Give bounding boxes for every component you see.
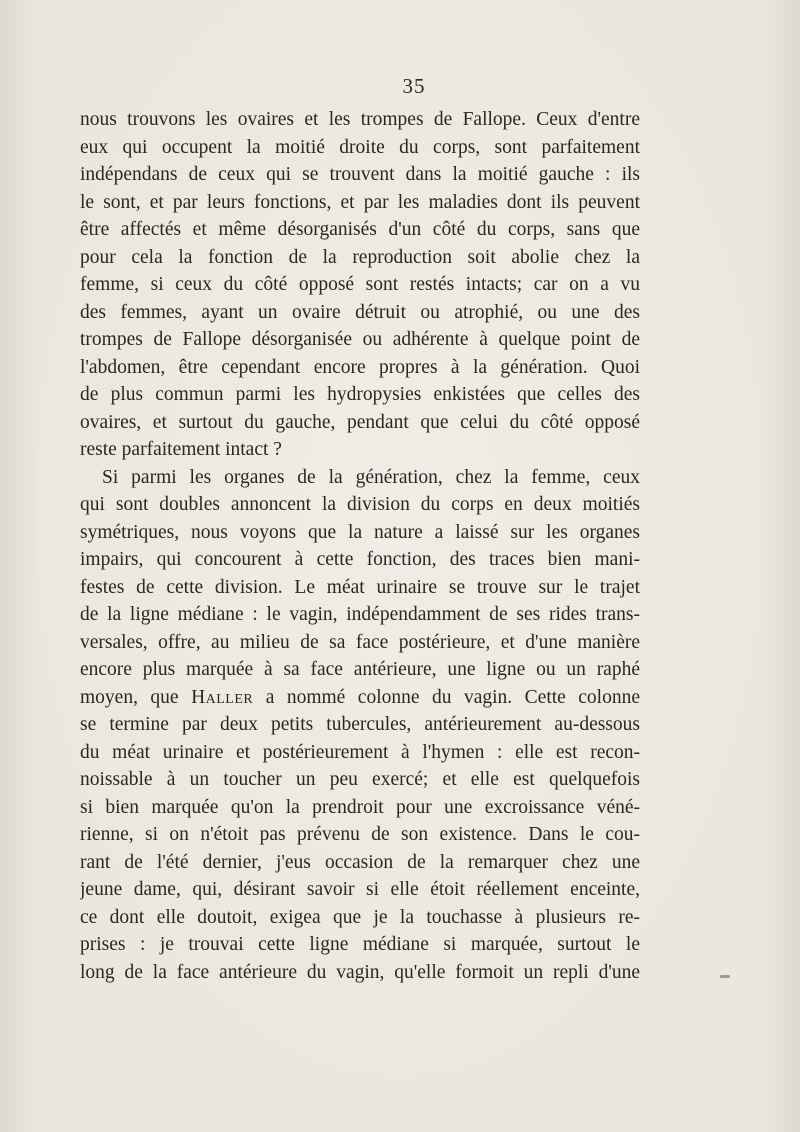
text-line: jeune dame, qui, désirant savoir si elle étoit réellement enceinte,: [80, 879, 640, 900]
text-line: symétriques, nous voyons que la nature a laissé sur les organes: [80, 521, 640, 543]
text-line: femme, si ceux du côté opposé sont restés intacts; car on a vu: [80, 274, 640, 295]
text-line: encore plus marquée à sa face antérieure, une ligne ou un raphé: [80, 659, 640, 680]
text-line: du méat urinaire et postérieurement à l'hymen : elle est recon-: [80, 741, 640, 763]
text-line: ovaires, et surtout du gauche, pendant que celui du côté opposé: [80, 411, 640, 433]
text-line: Si parmi les organes de la génération, chez la femme, ceux: [102, 466, 640, 488]
body-text: [80, 106, 640, 986]
text-line: trompes de Fallope désorganisée ou adhérente à quelque point de: [80, 329, 640, 350]
text-line: si bien marquée qu'on la prendroit pour une excroissance véné-: [80, 796, 640, 818]
text-line: des femmes, ayant un ovaire détruit ou atrophié, ou une des: [80, 301, 640, 323]
text-line: versales, offre, au milieu de sa face postérieure, et d'une manière: [80, 631, 640, 653]
text-line: rant de l'été dernier, j'eus occasion de la remarquer chez une: [80, 851, 640, 873]
text-line: nous trouvons les ovaires et les trompes de Fallope. Ceux d'entre: [80, 109, 640, 130]
text-line: rienne, si on n'étoit pas prévenu de son existence. Dans le cou-: [80, 824, 640, 845]
text-line: être affectés et même désorganisés d'un côté du corps, sans que: [80, 219, 640, 240]
text-line: impairs, qui concourent à cette fonction, des traces bien mani-: [80, 549, 640, 570]
text-line: festes de cette division. Le méat urinaire se trouve sur le trajet: [80, 576, 640, 598]
text-line: moyen, que Haller a nommé colonne du vagin. Cette colonne: [80, 686, 640, 708]
text-line: noissable à un toucher un peu exercé; et elle est quelquefois: [80, 769, 640, 790]
author-name: Haller: [191, 686, 254, 708]
text-line: l'abdomen, être cependant encore propres à la génération. Quoi: [80, 356, 640, 378]
text-line: le sont, et par leurs fonctions, et par les maladies dont ils peuvent: [80, 191, 640, 213]
text-line: de la ligne médiane : le vagin, indépendamment de ses rides trans-: [80, 604, 640, 625]
text-line: eux qui occupent la moitié droite du corps, sont parfaitement: [80, 136, 640, 158]
text-line: indépendans de ceux qui se trouvent dans la moitié gauche : ils: [80, 164, 640, 185]
text-line: reste parfaitement intact ?: [80, 439, 282, 460]
ink-mark: [720, 975, 730, 978]
text-line: prises : je trouvai cette ligne médiane si marquée, surtout le: [80, 934, 640, 955]
text-line: pour cela la fonction de la reproduction soit abolie chez la: [80, 246, 640, 268]
page-number: 35: [402, 74, 426, 98]
text-line: de plus commun parmi les hydropysies enkistées que celles des: [80, 384, 640, 405]
text-line: long de la face antérieure du vagin, qu'elle formoit un repli d'une: [80, 961, 640, 983]
text-line: se termine par deux petits tubercules, antérieurement au-dessous: [80, 714, 640, 735]
text-line: ce dont elle doutoit, exigea que je la touchasse à plusieurs re-: [80, 906, 640, 928]
text-line: qui sont doubles annoncent la division du corps en deux moitiés: [80, 494, 640, 515]
